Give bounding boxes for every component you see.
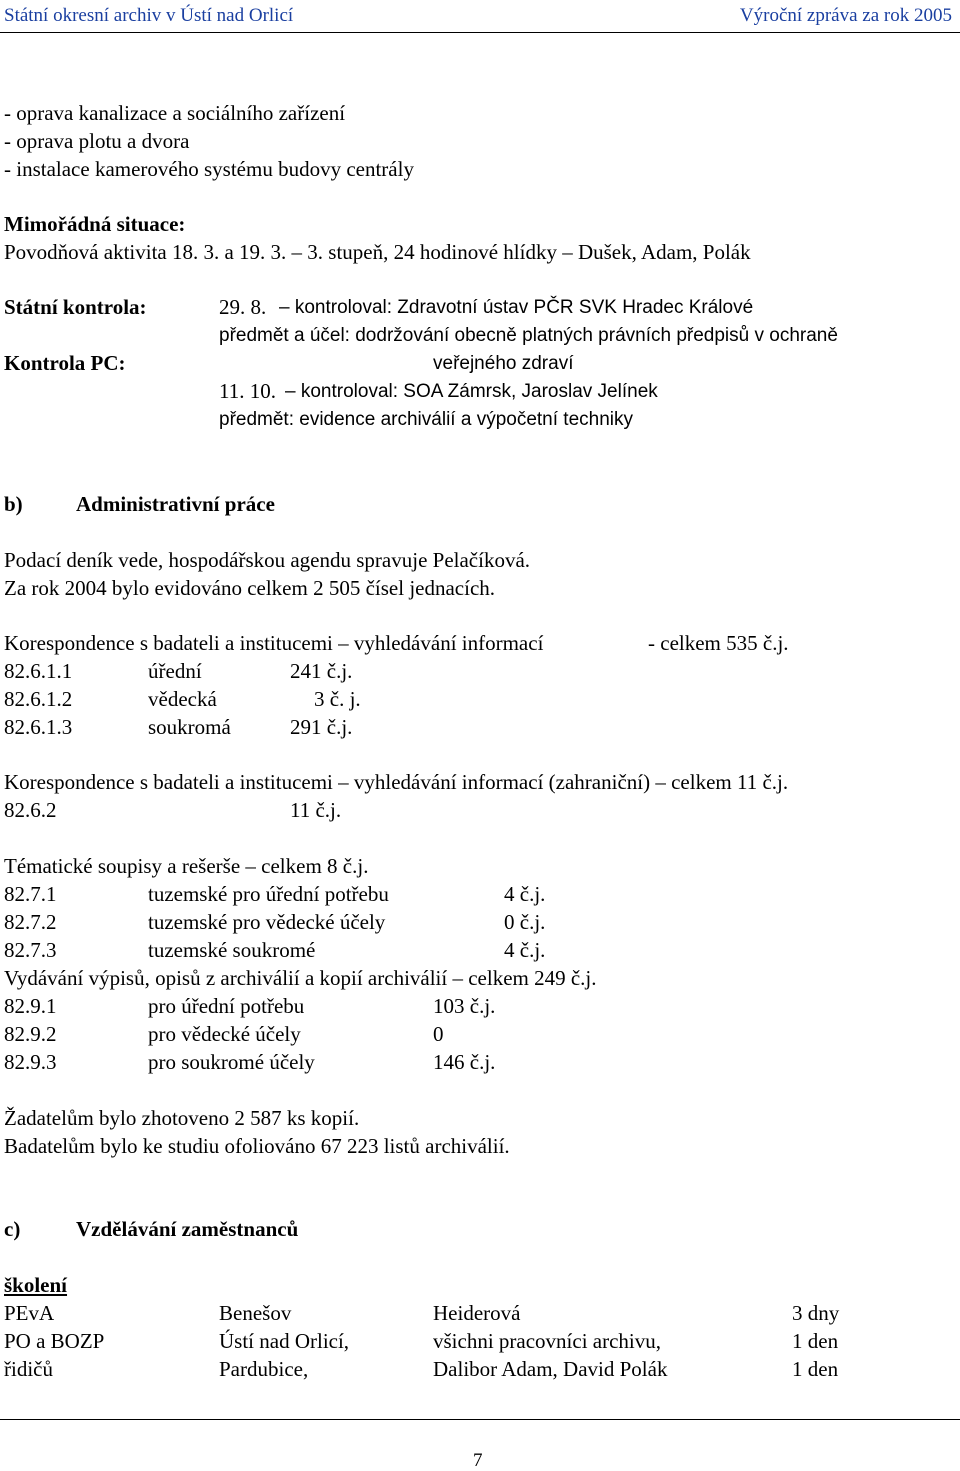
emergency-heading: Mimořádná situace: (4, 212, 186, 236)
state-control-line1: – kontroloval: Zdravotní ústav PČR SVK Hradec Králové (279, 297, 754, 318)
themes-value: 4 č.j. (504, 938, 546, 962)
state-control-date: 29. 8. (219, 295, 267, 319)
repair-item: - oprava plotu a dvora (4, 129, 190, 153)
training-place: Benešov (219, 1301, 292, 1325)
emergency-text: Povodňová aktivita 18. 3. a 19. 3. – 3. stupeň, 24 hodinové hlídky – Dušek, Adam, Polák (4, 240, 751, 264)
themes-heading: Tématické soupisy a rešerše – celkem 8 č.j. (4, 854, 369, 878)
header-rule (0, 32, 960, 33)
corr1-total: - celkem 535 č.j. (648, 631, 789, 655)
themes-label: tuzemské soukromé (148, 938, 316, 962)
pc-control-line2: předmět: evidence archiválií a výpočetní techniky (219, 409, 633, 430)
header-left: Státní okresní archiv v Ústí nad Orlicí (4, 5, 294, 26)
copies-label: pro soukromé účely (148, 1050, 315, 1074)
training-who: všichni pracovníci archivu, (433, 1329, 662, 1353)
themes-value: 4 č.j. (504, 882, 546, 906)
repair-item: - oprava kanalizace a sociálního zařízení (4, 101, 346, 125)
section-b-title: Administrativní práce (76, 492, 275, 516)
training-course: řidičů (4, 1357, 53, 1381)
corr1-label: soukromá (148, 715, 231, 739)
pc-control-label: Kontrola PC: (4, 351, 126, 375)
pc-control-date: 11. 10. (219, 379, 276, 403)
training-place: Pardubice, (219, 1357, 309, 1381)
themes-code: 82.7.1 (4, 882, 57, 906)
copies-heading: Vydávání výpisů, opisů z archiválií a kopií archiválií – celkem 249 č.j. (4, 966, 597, 990)
summary-line: Badatelům bylo ke studiu ofoliováno 67 223 listů archiválií. (4, 1134, 510, 1158)
corr1-code: 82.6.1.3 (4, 715, 73, 739)
summary-line: Žadatelům bylo zhotoveno 2 587 ks kopií. (4, 1106, 360, 1130)
corr2-heading: Korespondence s badateli a institucemi – vyhledávání informací (zahraniční) – celkem 11 č.j. (4, 770, 789, 794)
corr1-label: úřední (148, 659, 202, 683)
copies-value: 146 č.j. (433, 1050, 496, 1074)
themes-label: tuzemské pro vědecké účely (148, 910, 386, 934)
copies-label: pro vědecké účely (148, 1022, 301, 1046)
copies-code: 82.9.2 (4, 1022, 57, 1046)
training-length: 1 den (792, 1329, 839, 1353)
themes-label: tuzemské pro úřední potřebu (148, 882, 389, 906)
corr1-value: 241 č.j. (290, 659, 353, 683)
themes-code: 82.7.3 (4, 938, 57, 962)
themes-value: 0 č.j. (504, 910, 546, 934)
state-control-line3: veřejného zdraví (433, 353, 574, 374)
corr1-code: 82.6.1.1 (4, 659, 73, 683)
training-course: PO a BOZP (4, 1329, 105, 1353)
training-length: 1 den (792, 1357, 839, 1381)
repair-item: - instalace kamerového systému budovy centrály (4, 157, 414, 181)
footer-rule (0, 1419, 960, 1420)
themes-code: 82.7.2 (4, 910, 57, 934)
intro-line: Za rok 2004 bylo evidováno celkem 2 505 čísel jednacích. (4, 576, 496, 600)
state-control-line2: předmět a účel: dodržování obecně platných právních předpisů v ochraně (219, 325, 838, 346)
section-b-letter: b) (4, 492, 23, 516)
copies-value: 0 (433, 1022, 444, 1046)
training-length: 3 dny (792, 1301, 840, 1325)
copies-label: pro úřední potřebu (148, 994, 305, 1018)
corr2-value: 11 č.j. (290, 798, 342, 822)
training-subheading: školení (4, 1273, 68, 1297)
training-who: Heiderová (433, 1301, 521, 1325)
copies-code: 82.9.3 (4, 1050, 57, 1074)
pc-control-line1: – kontroloval: SOA Zámrsk, Jaroslav Jelínek (285, 381, 658, 402)
corr1-heading: Korespondence s badateli a institucemi – vyhledávání informací (4, 631, 544, 655)
corr1-code: 82.6.1.2 (4, 687, 73, 711)
intro-line: Podací deník vede, hospodářskou agendu spravuje Pelačíková. (4, 548, 531, 572)
section-c-title: Vzdělávání zaměstnanců (76, 1217, 299, 1241)
training-course: PEvA (4, 1301, 55, 1325)
copies-code: 82.9.1 (4, 994, 57, 1018)
corr1-label: vědecká (148, 687, 217, 711)
copies-value: 103 č.j. (433, 994, 496, 1018)
corr2-code: 82.6.2 (4, 798, 57, 822)
training-who: Dalibor Adam, David Polák (433, 1357, 668, 1381)
corr1-value: 291 č.j. (290, 715, 353, 739)
state-control-label: Státní kontrola: (4, 295, 147, 319)
header-right: Výroční zpráva za rok 2005 (739, 5, 952, 26)
training-place: Ústí nad Orlicí, (219, 1329, 350, 1353)
corr1-value: 3 č. j. (314, 687, 361, 711)
section-c-letter: c) (4, 1217, 21, 1241)
page-number: 7 (473, 1450, 483, 1471)
